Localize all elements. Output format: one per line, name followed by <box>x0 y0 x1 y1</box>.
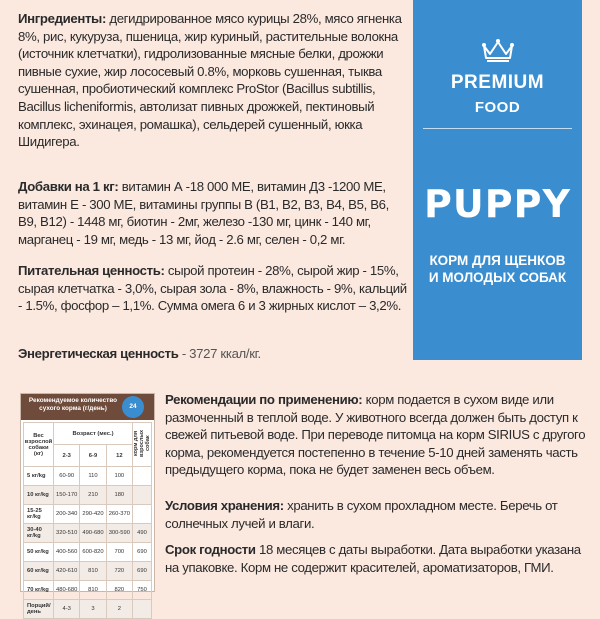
weight-cell: 10 кг/kg <box>24 486 54 505</box>
value-cell: 690 <box>133 543 152 562</box>
energy-text: - 3727 ккал/кг. <box>178 346 261 361</box>
value-cell: 480-680 <box>54 581 80 600</box>
value-cell: 290-420 <box>80 505 106 524</box>
energy-section <box>18 345 410 363</box>
age-col: 12 <box>106 445 132 467</box>
value-cell <box>133 505 152 524</box>
ingredients-label: Ингредиенты: <box>18 11 107 26</box>
weight-cell: 15-25 кг/kg <box>24 505 54 524</box>
table-row <box>24 562 152 581</box>
value-cell: 300-590 <box>106 524 132 543</box>
nutrition-label: Питательная ценность: <box>18 263 165 278</box>
value-cell: 320-510 <box>54 524 80 543</box>
value-cell <box>133 600 152 619</box>
value-cell: 400-560 <box>54 543 80 562</box>
additives-section <box>18 178 410 248</box>
value-cell: 2 <box>106 600 132 619</box>
value-cell: 820 <box>106 581 132 600</box>
value-cell: 4-3 <box>54 600 80 619</box>
shelf-life-section <box>165 541 595 576</box>
storage-text: хранить в сухом прохладном месте. Беречь от солнечных лучей и влаги. <box>165 498 558 531</box>
value-cell: 200-340 <box>54 505 80 524</box>
value-cell: 810 <box>80 562 106 581</box>
additives-text: витамин А -18 000 МЕ, витамин Д3 -1200 МЕ, витамин Е - 300 МЕ, витамины группы В (В1, В2, В3, В4, В5, В6, В9, В12) - 1448 мг, биотин - 2мг, железо -130 мг, цинк - 140 мг, марганец - 19 мг, медь - 13 мг, йод - 2.6 мг, селен - 0,2 мг. <box>18 179 389 247</box>
value-cell: 600-820 <box>80 543 106 562</box>
puppy-title: PUPPY <box>424 182 571 226</box>
value-cell: 720 <box>106 562 132 581</box>
value-cell <box>133 467 152 486</box>
crown-icon <box>481 38 515 62</box>
value-cell: 810 <box>80 581 106 600</box>
additives-label: Добавки на 1 кг: <box>18 179 119 194</box>
ingredients-text: дегидрированное мясо курицы 28%, мясо ягненка 8%, рис, кукуруза, пшеница, жир куриный, растительные волокна (источник клетчатки), гидролизованные мясные белки, дрожжи пивные сухие, жир лососевый 0.8%, морковь сушенная, тыква сушенная, пробиотический комплекс ProStor (Bacillus subtillis, Bacillus licheniformis, автолизат пивных дрожжей, пектиновый комплекс, эхинацея, ромашка), сельдерей сушенный, юкка Шидигера. <box>18 11 402 150</box>
table-row <box>24 600 152 619</box>
table-row <box>24 543 152 562</box>
adult-col-header <box>133 423 152 467</box>
adult-col-label: корм для взрослых собак <box>133 429 151 458</box>
value-cell: 3 <box>80 600 106 619</box>
energy-label: Энергетическая ценность <box>18 346 179 361</box>
table-row <box>24 467 152 486</box>
value-cell: 210 <box>80 486 106 505</box>
feeding-table-header <box>21 394 154 420</box>
premium-label: PREMIUM <box>450 72 545 93</box>
value-cell: 180 <box>106 486 132 505</box>
value-cell: 420-610 <box>54 562 80 581</box>
shelf-text: 18 месяцев с даты выработки. Дата выработки указана на упаковке. Корм не содержит красителей, ароматизаторов, ГМИ. <box>165 542 581 575</box>
shelf-label: Срок годности <box>165 542 256 557</box>
value-cell: 150-170 <box>54 486 80 505</box>
value-cell: 100 <box>106 467 132 486</box>
recommendations-section <box>165 391 595 479</box>
value-cell: 60-90 <box>54 467 80 486</box>
value-cell: 260-370 <box>106 505 132 524</box>
storage-section <box>165 497 595 532</box>
table-row <box>24 505 152 524</box>
feeding-table <box>23 422 152 619</box>
value-cell: 110 <box>80 467 106 486</box>
recommendations-label: Рекомендации по применению: <box>165 392 363 407</box>
nutrition-section <box>18 262 410 315</box>
value-cell: 690 <box>133 562 152 581</box>
weight-cell: Порций/день <box>24 600 54 619</box>
table-row <box>24 581 152 600</box>
ingredients-section <box>18 10 410 151</box>
weight-cell: 60 кг/kg <box>24 562 54 581</box>
weight-cell: 5 кг/kg <box>24 467 54 486</box>
value-cell: 490-680 <box>80 524 106 543</box>
value-cell <box>133 486 152 505</box>
table-row <box>24 486 152 505</box>
age-col: 2-3 <box>54 445 80 467</box>
weight-cell: 70 кг/kg <box>24 581 54 600</box>
weight-cell: 30-40 кг/kg <box>24 524 54 543</box>
product-subtitle: КОРМ ДЛЯ ЩЕНКОВ И МОЛОДЫХ СОБАК <box>428 253 567 285</box>
feeding-table-title: Рекомендуемое количество сухого корма (г/день) <box>28 397 118 412</box>
value-cell: 750 <box>133 581 152 600</box>
table-row <box>24 524 152 543</box>
premium-badge-panel <box>413 0 582 360</box>
recommendations-text: корм подается в сухом виде или размоченный в теплой воде. У животного всегда должен быть доступ к свежей питьевой воде. При переводе питомца на корм SIRIUS с другого корма, рекомендуется постепенно в течение 5-10 дней заменять часть предыдущего корма, пока не будет заменен весь объем. <box>165 392 586 478</box>
nutrition-text: сырой протеин - 28%, сырой жир - 15%, сырая клетчатка - 3,0%, сырая зола - 8%, влажность - 9%, кальций - 1.5%, фосфор – 1,1%. Сумма омега 6 и 3 жирных кислот – 3,2%. <box>18 263 407 314</box>
age-header: Возраст (мес.) <box>54 423 133 445</box>
storage-label: Условия хранения: <box>165 498 284 513</box>
age-col: 6-9 <box>80 445 106 467</box>
badge-divider <box>423 128 572 129</box>
value-cell: 700 <box>106 543 132 562</box>
food-label: FOOD <box>474 99 521 116</box>
feeding-table-head-row <box>24 423 152 445</box>
col-weight-header: Вес взрослой собаки (кг) <box>24 423 54 467</box>
feeding-badge: 24 <box>122 396 144 418</box>
value-cell: 490 <box>133 524 152 543</box>
feeding-table-card <box>20 393 155 615</box>
weight-cell: 50 кг/kg <box>24 543 54 562</box>
